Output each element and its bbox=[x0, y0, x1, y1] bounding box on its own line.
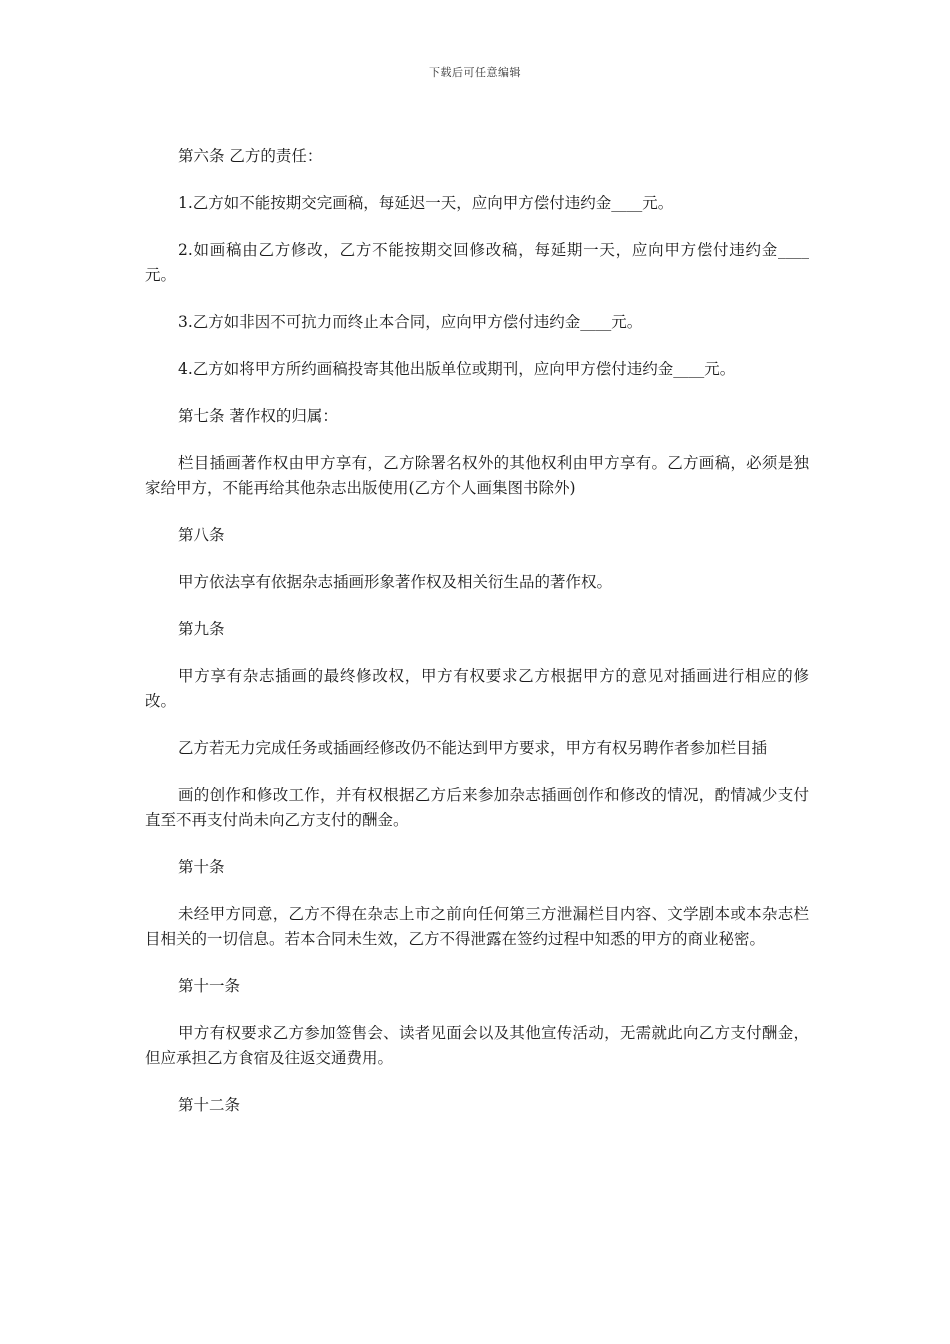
article-8-text: 甲方依法享有依据杂志插画形象著作权及相关衍生品的著作权。 bbox=[178, 573, 613, 591]
document-body bbox=[145, 144, 809, 1140]
header-note: 下载后可任意编辑 bbox=[429, 66, 521, 79]
article-11-text: 甲方有权要求乙方参加签售会、读者见面会以及其他宣传活动，无需就此向乙方支付酬金，但应承担乙方食宿及往返交通费用。 bbox=[145, 1024, 809, 1067]
article-9-text-2: 乙方若无力完成任务或插画经修改仍不能达到甲方要求，甲方有权另聘作者参加栏目插 bbox=[178, 739, 768, 757]
article-10-text: 未经甲方同意，乙方不得在杂志上市之前向任何第三方泄漏栏目内容、文学剧本或本杂志栏目相关的一切信息。若本合同未生效，乙方不得泄露在签约过程中知悉的甲方的商业秘密。 bbox=[145, 905, 809, 948]
article-6-clause-1: 1.乙方如不能按期交完画稿，每延迟一天，应向甲方偿付违约金____元。 bbox=[178, 194, 674, 212]
article-6-clause-2: 2.如画稿由乙方修改，乙方不能按期交回修改稿，每延期一天，应向甲方偿付违约金____元。 bbox=[145, 241, 809, 284]
article-11-heading: 第十一条 bbox=[178, 977, 241, 995]
article-7-heading: 第七条 著作权的归属： bbox=[178, 407, 338, 425]
article-9-text-1: 甲方享有杂志插画的最终修改权，甲方有权要求乙方根据甲方的意见对插画进行相应的修改。 bbox=[145, 667, 809, 710]
article-9-text-3: 画的创作和修改工作，并有权根据乙方后来参加杂志插画创作和修改的情况，酌情减少支付直至不再支付尚未向乙方支付的酬金。 bbox=[145, 786, 809, 829]
article-9-heading: 第九条 bbox=[178, 620, 225, 638]
article-7-text: 栏目插画著作权由甲方享有，乙方除署名权外的其他权利由甲方享有。乙方画稿，必须是独家给甲方，不能再给其他杂志出版使用(乙方个人画集图书除外) bbox=[145, 454, 809, 497]
article-6-clause-3: 3.乙方如非因不可抗力而终止本合同，应向甲方偿付违约金____元。 bbox=[178, 313, 643, 331]
article-6-clause-4: 4.乙方如将甲方所约画稿投寄其他出版单位或期刊，应向甲方偿付违约金____元。 bbox=[178, 360, 736, 378]
article-12-heading: 第十二条 bbox=[178, 1096, 241, 1114]
article-6-heading: 第六条 乙方的责任： bbox=[178, 147, 323, 165]
article-8-heading: 第八条 bbox=[178, 526, 225, 544]
article-10-heading: 第十条 bbox=[178, 858, 225, 876]
